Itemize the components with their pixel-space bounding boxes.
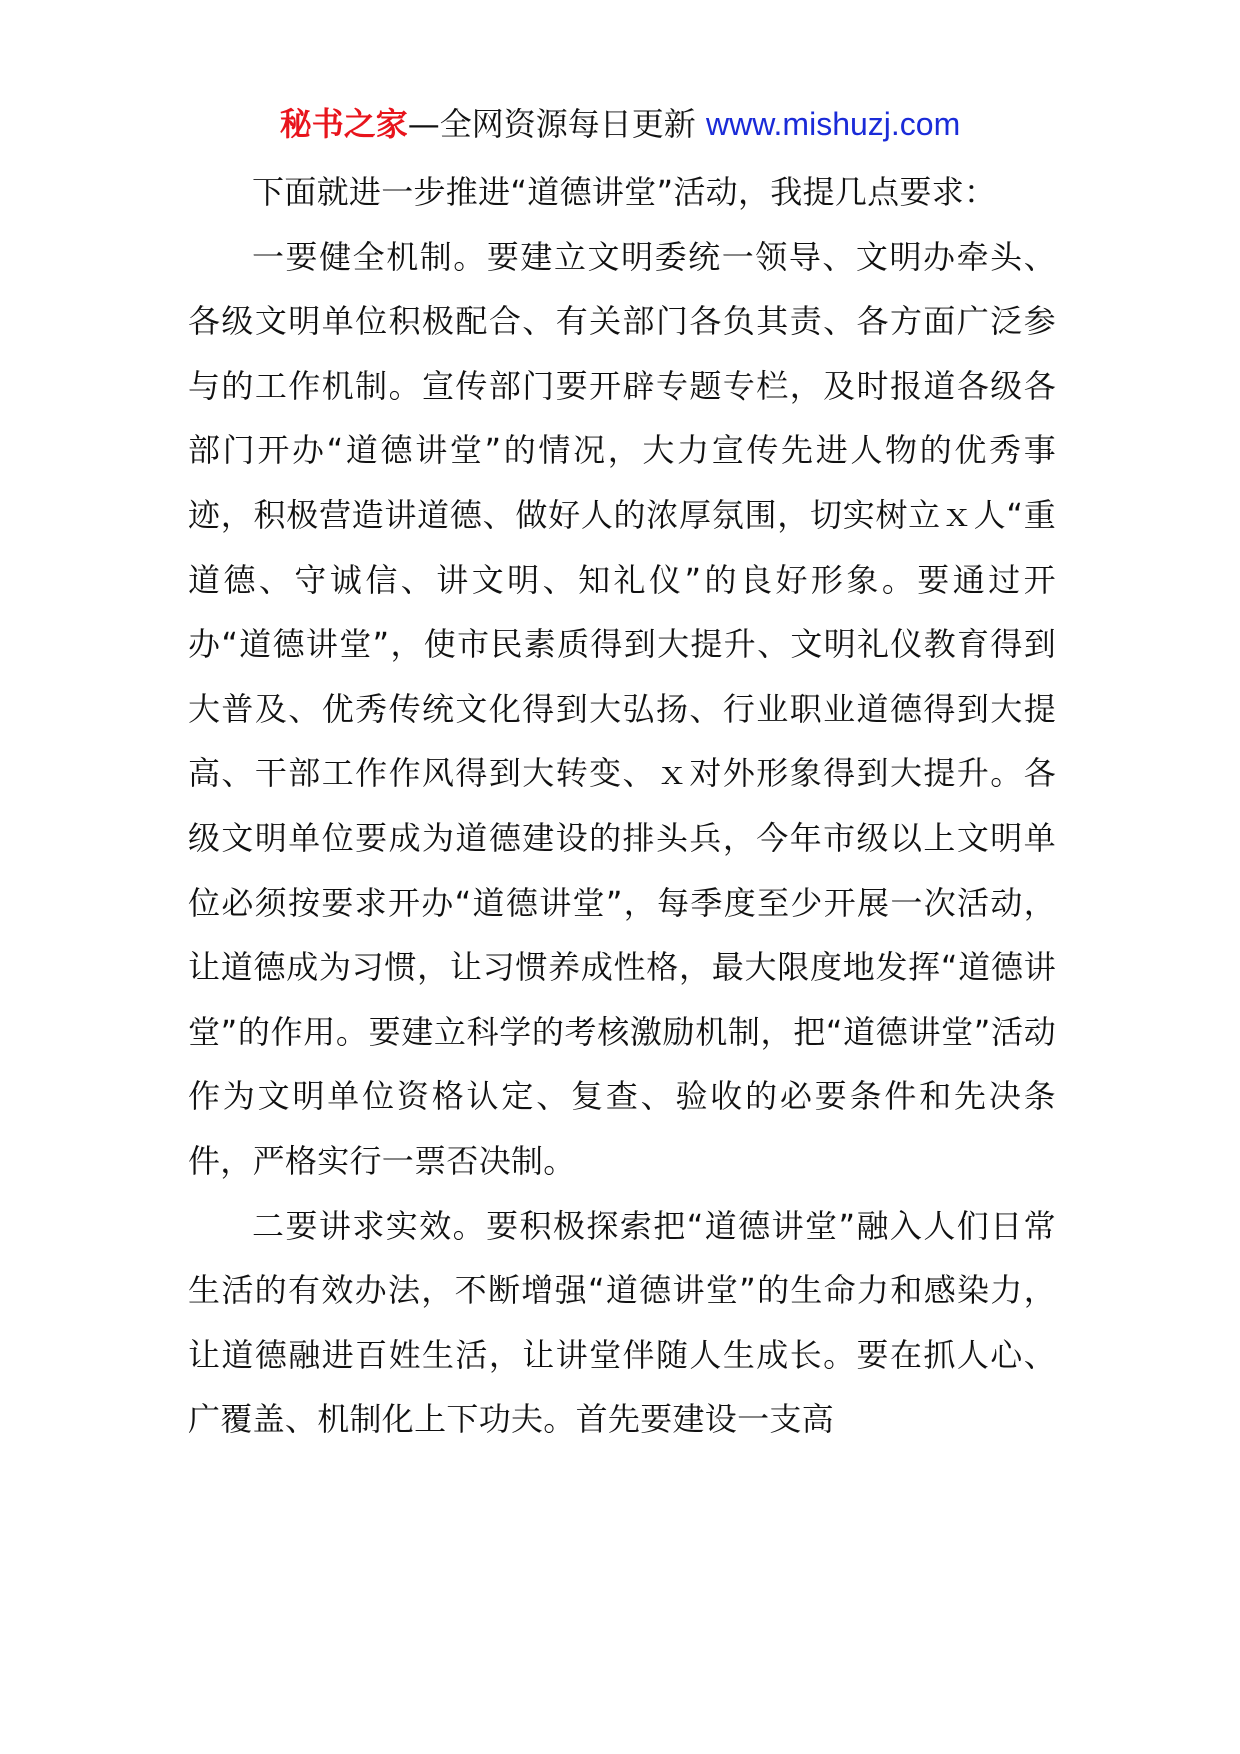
paragraph-mechanism: 一要健全机制。要建立文明委统一领导、文明办牵头、各级文明单位积极配合、有关部门各负其责、各方面广泛参与的工作机制。宣传部门要开辟专题专栏，及时报道各级各部门开办“道德讲堂”的情况，大力宣传先进人物的优秀事迹，积极营造讲道德、做好人的浓厚氛围，切实树立ｘ人“重道德、守诚信、讲文明、知礼仪”的良好形象。要通过开办“道德讲堂”，使市民素质得到大提升、文明礼仪教育得到大普及、优秀传统文化得到大弘扬、行业职业道德得到大提高、干部工作作风得到大转变、ｘ对外形象得到大提升。各级文明单位要成为道德建设的排头兵，今年市级以上文明单位必须按要求开办“道德讲堂”，每季度至少开展一次活动，让道德成为习惯，让习惯养成性格，最大限度地发挥“道德讲堂”的作用。要建立科学的考核激励机制，把“道德讲堂”活动作为文明单位资格认定、复查、验收的必要条件和先决条件，严格实行一票否决制。 [188,237,1056,1180]
paragraph-intro: 下面就进一步推进“道德讲堂”活动，我提几点要求： [252,173,997,211]
paragraph-effectiveness: 二要讲求实效。要积极探索把“道德讲堂”融入人们日常生活的有效办法，不断增强“道德讲堂”的生命力和感染力，让道德融进百姓生活，让讲堂伴随人生成长。要在抓人心、广覆盖、机制化上下功夫。首先要建设一支高 [188,1206,1056,1439]
document-body [188,160,1056,1452]
header-brand: 秘书之家 [279,105,408,143]
header-url-link[interactable]: www.mishuzj.com [705,106,961,142]
header-tagline: —全网资源每日更新 [407,105,706,143]
page-header [0,102,1240,146]
